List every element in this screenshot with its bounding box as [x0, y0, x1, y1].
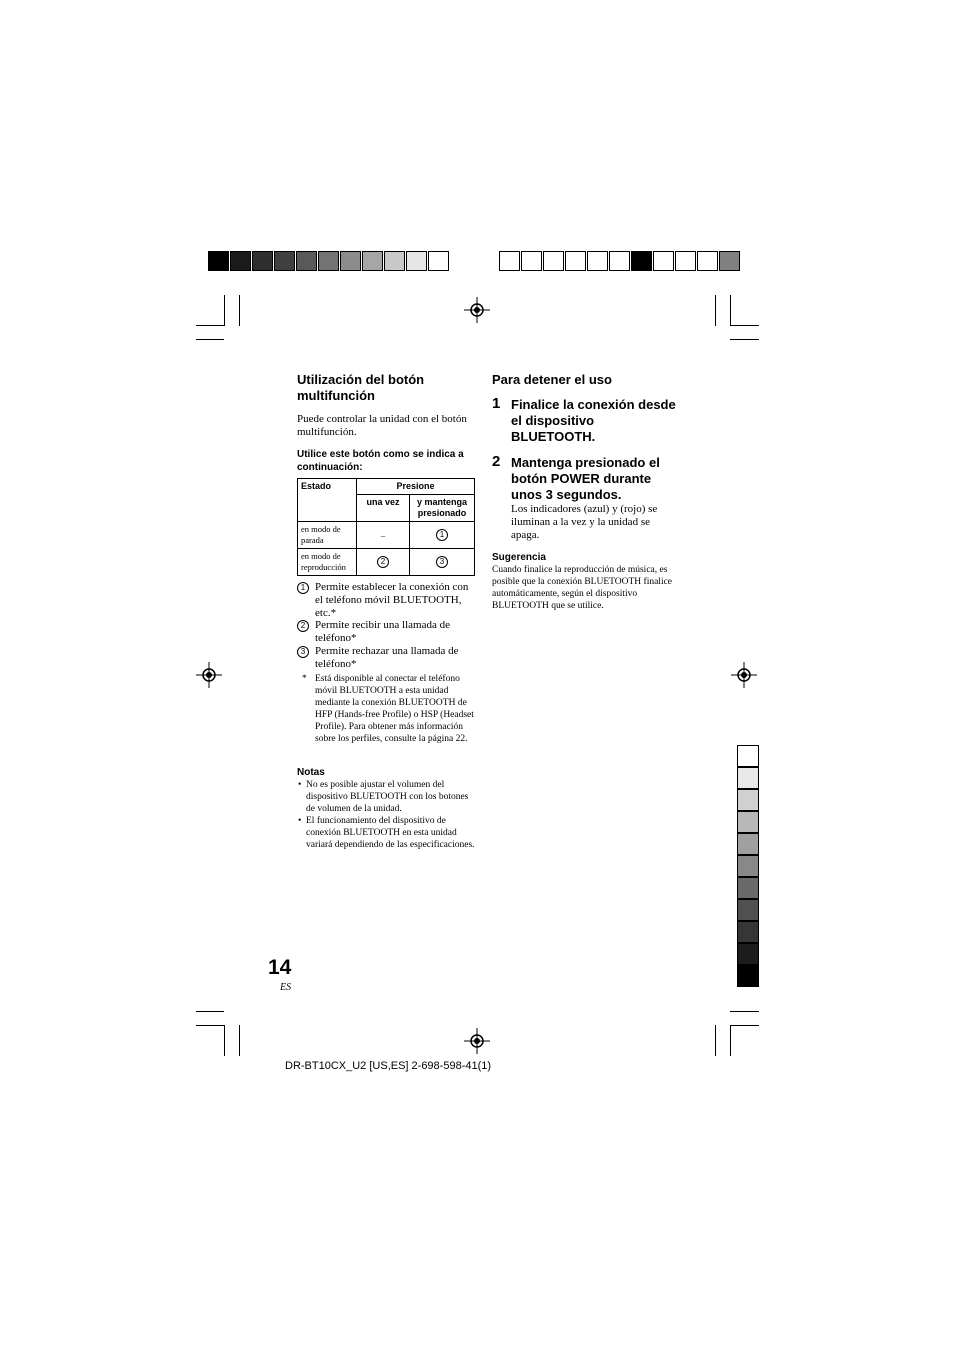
table-row [298, 522, 475, 549]
color-swatch [737, 811, 759, 833]
table-row [298, 549, 475, 576]
color-swatch [737, 943, 759, 965]
color-swatch [737, 767, 759, 789]
tip-text: Cuando finalice la reproducción de música, es posible que la conexión BLUETOOTH finalice automáticamente, según el dispositivo BLUETOOTH que se utilice. [492, 565, 673, 611]
color-swatch [340, 251, 361, 271]
color-swatch [543, 251, 564, 271]
step-number: 2 [492, 453, 501, 470]
cell-una-vez: – [357, 522, 410, 549]
step-text: Finalice la conexión desde el dispositivo BLUETOOTH. [511, 397, 676, 444]
color-swatch [274, 251, 295, 271]
footer-code: DR-BT10CX_U2 [US,ES] 2-698-598-41(1) [285, 1060, 492, 1072]
list-number: 1 [297, 582, 309, 594]
circled-number: 3 [436, 556, 448, 568]
color-swatch [737, 833, 759, 855]
cell-mantenga [410, 522, 475, 549]
color-swatch [631, 251, 652, 271]
color-swatch [230, 251, 251, 271]
tip-title: Sugerencia [492, 552, 546, 563]
color-swatch [384, 251, 405, 271]
registration-mark-bottom [464, 1028, 490, 1054]
footnote-mark: * [302, 674, 307, 684]
notes-title: Notas [297, 767, 325, 778]
cell-estado: en modo de parada [298, 522, 357, 549]
color-bar-right [499, 251, 741, 273]
registration-mark-right [731, 662, 757, 688]
list-item: Permite rechazar una llamada de teléfono* [315, 645, 459, 670]
color-swatch [737, 877, 759, 899]
color-swatch [737, 745, 759, 767]
table-caption: Utilice este botón como se indica a continuación: [297, 449, 464, 473]
color-swatch [719, 251, 740, 271]
step-number: 1 [492, 395, 501, 412]
registration-mark-top [464, 297, 490, 323]
color-swatch [737, 965, 759, 987]
color-swatch [609, 251, 630, 271]
color-swatch [296, 251, 317, 271]
note-item: No es posible ajustar el volumen del dispositivo BLUETOOTH con los botones de volumen de la unidad. [306, 780, 469, 814]
cell-una-vez [357, 549, 410, 576]
step-text: Mantenga presionado el botón POWER durante unos 3 segundos. [511, 455, 660, 502]
color-swatch [737, 921, 759, 943]
color-swatch [675, 251, 696, 271]
color-bar-left [208, 251, 450, 273]
section-title-multifunction: Utilización del botón multifunción [297, 372, 425, 403]
color-swatch [521, 251, 542, 271]
color-swatch [737, 899, 759, 921]
circled-number: 1 [436, 529, 448, 541]
header-presione: Presione [357, 479, 475, 495]
bullet-icon: • [298, 780, 302, 790]
list-number: 2 [297, 620, 309, 632]
color-swatch [362, 251, 383, 271]
button-usage-table [297, 478, 475, 576]
step-detail: Los indicadores (azul) y (rojo) se iluminan a la vez y la unidad se apaga. [511, 503, 658, 541]
list-item: Permite establecer la conexión con el teléfono móvil BLUETOOTH, etc.* [315, 581, 469, 619]
color-swatch [208, 251, 229, 271]
intro-text: Puede controlar la unidad con el botón multifunción. [297, 413, 467, 438]
color-swatch [565, 251, 586, 271]
header-una-vez: una vez [357, 495, 410, 522]
registration-mark-left [196, 662, 222, 688]
bullet-icon: • [298, 816, 302, 826]
circled-number: 2 [377, 556, 389, 568]
list-item: Permite recibir una llamada de teléfono* [315, 619, 450, 644]
color-swatch [587, 251, 608, 271]
color-swatch [737, 855, 759, 877]
cell-mantenga [410, 549, 475, 576]
page-number: 14 [268, 956, 292, 979]
color-swatch [499, 251, 520, 271]
header-estado: Estado [298, 479, 357, 522]
table-header-row [298, 479, 475, 495]
list-number: 3 [297, 646, 309, 658]
language-code: ES [280, 982, 292, 993]
color-swatch [318, 251, 339, 271]
color-swatch [428, 251, 449, 271]
color-swatch [406, 251, 427, 271]
color-swatch [653, 251, 674, 271]
cell-estado: en modo de reproducción [298, 549, 357, 576]
footnote-text: Está disponible al conectar el teléfono móvil BLUETOOTH a esta unidad mediante la conexión BLUETOOTH de HFP (Hands-free Profile) o HSP (Headset Profile). Para obtener más información sobre los perfiles, consulte la página 22. [315, 674, 474, 744]
header-mantenga: y mantenga presionado [410, 495, 475, 522]
color-swatch [697, 251, 718, 271]
section-title-stop: Para detener el uso [492, 372, 612, 387]
color-swatch [252, 251, 273, 271]
color-swatch [737, 789, 759, 811]
note-item: El funcionamiento del dispositivo de conexión BLUETOOTH en esta unidad variará dependiendo de las especificaciones. [306, 816, 475, 850]
